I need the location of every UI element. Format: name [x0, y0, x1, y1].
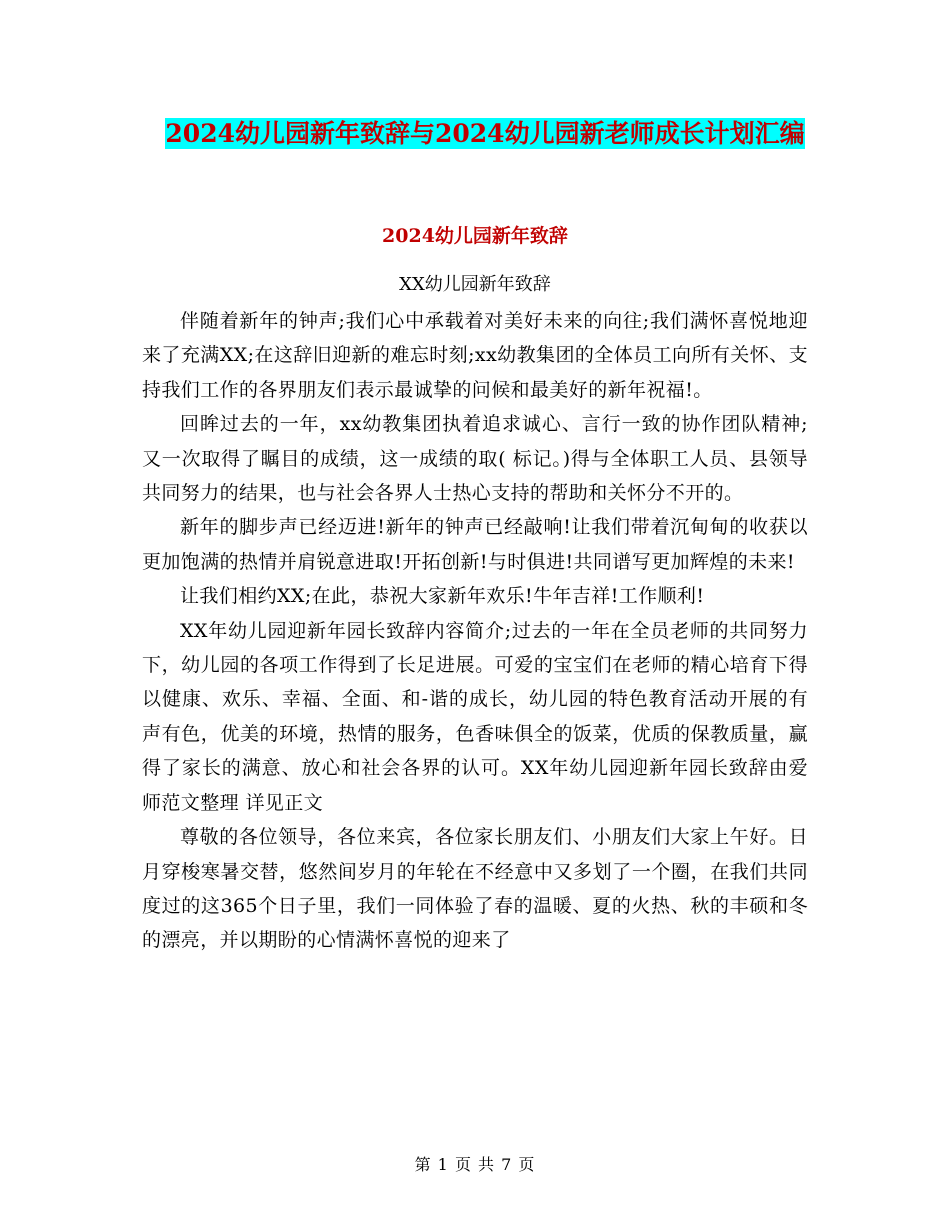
paragraph: 让我们相约XX;在此，恭祝大家新年欢乐!牛年吉祥!工作顺利! — [180, 585, 705, 608]
paragraph: XX年幼儿园迎新年园长致辞内容简介;过去的一年在全员老师的共同努力下，幼儿园的各项工作得到了长足进展。可爱的宝宝们在老师的精心培育下得以健康、欢乐、幸福、全面、和-谐的成长，幼儿园的特色教育活动开展的有声有色，优美的环境，热情的服务，色香味俱全的饭菜，优质的保教质量，赢得了家长的满意、放心和社会各界的认可。XX年幼儿园迎新年园长致辞由爱师范文整理 详见正文 — [142, 619, 808, 814]
page-footer: 第 1 页 共 7 页 — [414, 1155, 536, 1174]
paragraph: 伴随着新年的钟声;我们心中承载着对美好未来的向往;我们满怀喜悦地迎来了充满XX;在这辞旧迎新的难忘时刻;xx幼教集团的全体员工向所有关怀、支持我们工作的各界朋友们表示最诚挚的问候和最美好的新年祝福!。 — [142, 310, 808, 401]
document-title — [140, 112, 830, 156]
paragraph: 新年的脚步声已经迈进!新年的钟声已经敲响!让我们带着沉甸甸的收获以更加饱满的热情并肩锐意进取!开拓创新!与时俱进!共同谱写更加辉煌的未来! — [142, 516, 808, 573]
paragraph: 回眸过去的一年，xx幼教集团执着追求诚心、言行一致的协作团队精神;又一次取得了瞩目的成绩，这一成绩的取( 标记。)得与全体职工人员、县领导共同努力的结果，也与社会各界人士热心支持的帮助和关怀分不开的。 — [142, 413, 808, 505]
document-title-text: 2024幼儿园新年致辞与2024幼儿园新老师成长计划汇编 — [165, 119, 805, 148]
paragraph: 尊敬的各位领导，各位来宾，各位家长朋友们、小朋友们大家上午好。日月穿梭寒暑交替，悠然间岁月的年轮在不经意中又多划了一个圈，在我们共同度过的这365个日子里，我们一同体验了春的温暖、夏的火热、秋的丰硕和冬的漂亮，并以期盼的心情满怀喜悦的迎来了 — [142, 826, 808, 952]
section-subtitle: XX幼儿园新年致辞 — [399, 274, 551, 295]
document-body — [142, 304, 808, 958]
section-title: 2024幼儿园新年致辞 — [382, 225, 568, 247]
